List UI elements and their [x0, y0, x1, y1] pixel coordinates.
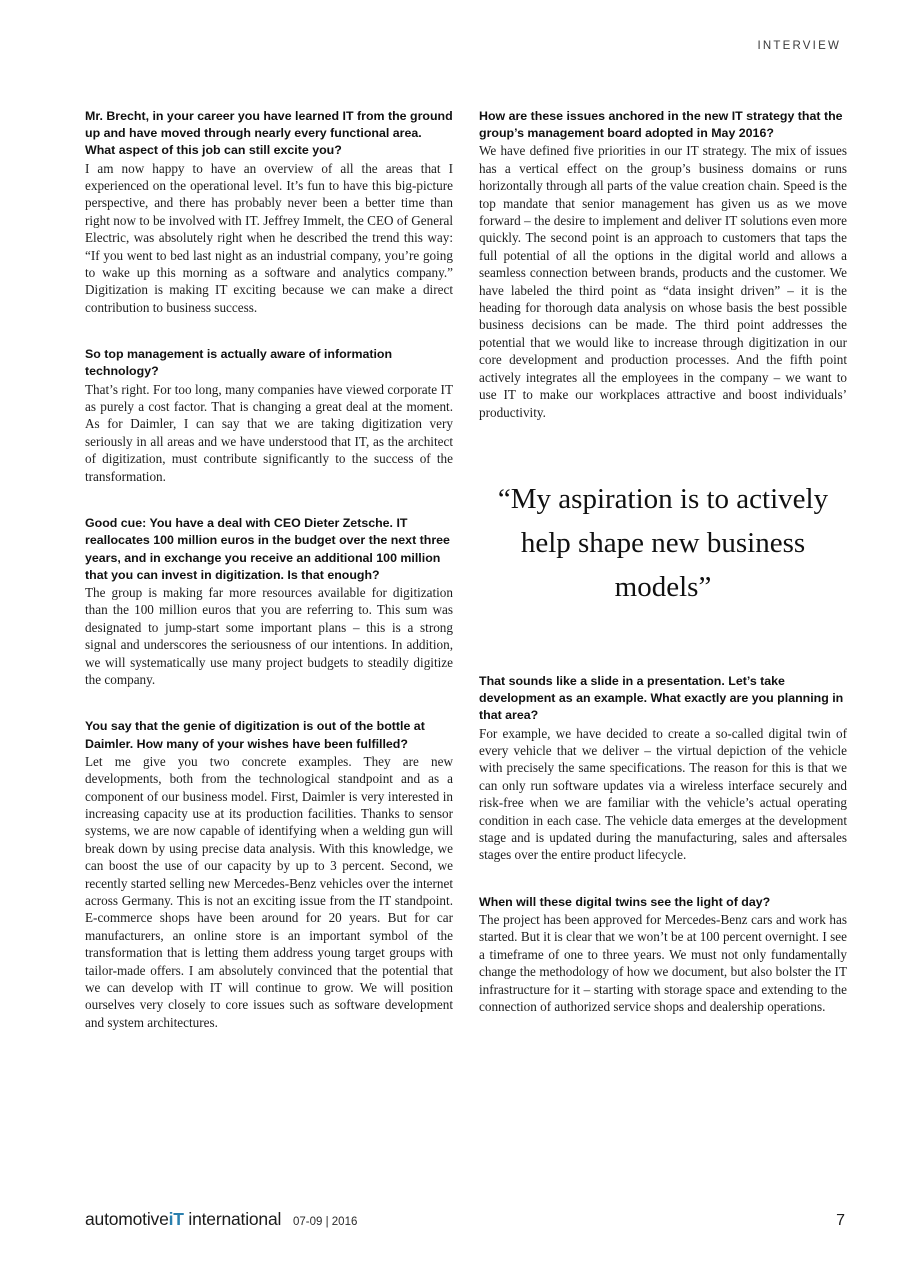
pull-quote: “My aspiration is to actively help shape new business models” [497, 482, 829, 603]
logo-part-international: international [183, 1209, 282, 1229]
answer-6: For example, we have decided to create a so-called digital twin of every vehicle that we deliver – the virtual depiction of the vehicle with precisely the same specifications. The reason for this is that we can only run software updates via a wireless interface securely and risk-free when we are familiar with the vehicle’s actual operating condition in each case. The vehicle data emerges at the development stage and is updated during the manufacturing, sales and aftersales stages over the entire product lifecycle. [479, 725, 847, 863]
right-column [479, 108, 847, 1015]
question-6: That sounds like a slide in a presentation. Let’s take development as an example. What exactly are you planning in that area? [479, 673, 844, 723]
question-1: Mr. Brecht, in your career you have learned IT from the ground up and have moved through nearly every functional area. What aspect of this job can still excite you? [85, 109, 453, 158]
answer-7: The project has been approved for Mercedes-Benz cars and work has started. But it is clear that we won’t be at 100 percent overnight. I see a timeframe of one to three years. We must not only fundamentally change the methodology of how we document, but also bolster the IT infrastructure for it – starting with storage space and extending to the connection of authorized service shops and dealership operations. [479, 911, 847, 1014]
question-5: How are these issues anchored in the new IT strategy that the group’s management board adopted in May 2016? [479, 109, 843, 141]
spacer [85, 485, 453, 515]
running-header: INTERVIEW [757, 40, 841, 52]
spacer [479, 609, 847, 673]
answer-4: Let me give you two concrete examples. They are new developments, both from the technological standpoint and as a component of our business model. First, Daimler is very interested in increasing capacity use at its production facilities. Thanks to sensor systems, we are now capable of identifying when a welding gun will break down by using precise data analysis. With this knowledge, we can boost the use of our capacity by up to 3 percent. Second, we recently started selling new Mercedes-Benz vehicles over the internet across Germany. This is not an exciting issue from the IT standpoint. E-commerce shops have been around for 20 years. But for car manufacturers, an online store is an important symbol of the transformation that is letting them address young target groups with tailor-made offers. I am absolutely convinced that the potential that we can develop with IT will continue to grow. We will position ourselves very closely to core issues such as software development and system architectures. [85, 753, 453, 1030]
spacer [85, 316, 453, 346]
left-column [85, 108, 453, 1031]
answer-5: We have defined five priorities in our IT strategy. The mix of issues has a vertical effect on the group’s business domains or runs horizontally through all parts of the value creation chain. Speed is the top mandate that senior management has given us as we move forward – the desire to implement and deliver IT solutions even more quickly. The second point is an approach to customers that taps the full potential of all the options in the digital world and allows a seamless connection between brands, products and the customer. We have labeled the third point as “data insight driven” – it is the heading for thorough data analysis on whose basis the best possible business decisions can be made. The third point addresses the potential that we would like to increase through digitization in our core development and production processes. And the fifth point actively integrates all the employees in the company – we want to use IT to make our workplaces attractive and boost individuals’ productivity. [479, 143, 847, 420]
article-columns [85, 108, 845, 1168]
spacer [479, 421, 847, 477]
question-2: So top management is actually aware of information technology? [85, 347, 393, 379]
spacer [479, 864, 847, 894]
magazine-logo [85, 1209, 281, 1230]
question-3: Good cue: You have a deal with CEO Dieter Zetsche. IT reallocates 100 million euros in the budget over the next three years, and in exchange you receive an additional 100 million that you can invest in digitization. Is that enough? [85, 516, 450, 582]
issue-date: 07-09 | 2016 [293, 1216, 358, 1228]
answer-2: That’s right. For too long, many companies have viewed corporate IT as purely a cost factor. That is changing a great deal at the moment. As for Daimler, I can say that we are taking digitization very seriously in all areas and we have understood that IT, as the architect of digitization, must contribute significantly to the success of the transformation. [85, 381, 453, 484]
logo-part-it: iT [168, 1209, 184, 1229]
spacer [85, 688, 453, 718]
answer-1: I am now happy to have an overview of all the areas that I experienced on the operational level. It’s fun to have this big-picture perspective, and there has probably never been a better time than right now to be involved with IT. Jeffrey Immelt, the CEO of General Electric, was absolutely right when he described the trend this way: “If you went to bed last night as an industrial company, you’re going to wake up this morning as a software and analytics company.” Digitization is making IT exciting because we can make a direct contribution to business success. [85, 160, 453, 315]
answer-3: The group is making far more resources available for digitization than the 100 million euros that you are referring to. This sum was designated to jump-start some important plans – this is a strong signal and underscores the seriousness of our intentions. In addition, we will systematically use many project budgets to steadily digitize the company. [85, 584, 453, 687]
question-7: When will these digital twins see the light of day? [479, 894, 771, 909]
page-number: 7 [836, 1212, 845, 1229]
question-4: You say that the genie of digitization is out of the bottle at Daimler. How many of your wishes have been fulfilled? [85, 719, 425, 751]
page-footer [85, 1206, 845, 1230]
logo-part-automotive: automotive [85, 1209, 169, 1229]
